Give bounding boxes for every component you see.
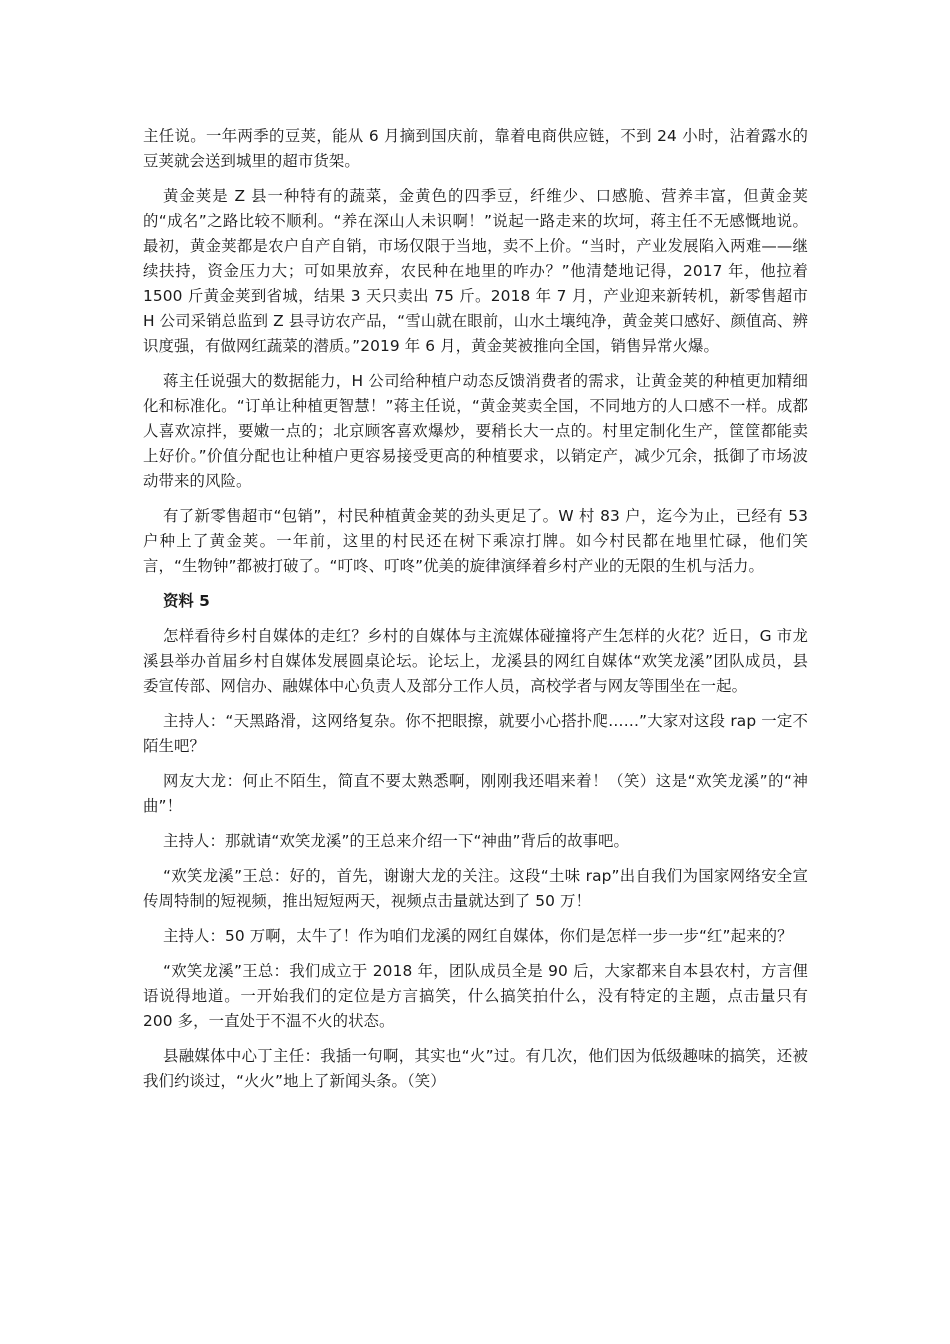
paragraph: 有了新零售超市“包销”，村民种植黄金荚的劲头更足了。W 村 83 户，迄今为止，已经有 53 户种上了黄金荚。一年前，这里的村民还在树下乘凉打牌。如今村民都在地里忙碌，他们笑言，“生物钟”都被打破了。“叮咚、叮咚”优美的旋律演绎着乡村产业的无限的生机与活力。 <box>143 507 808 575</box>
paragraph: 蒋主任说强大的数据能力，H 公司给种植户动态反馈消费者的需求，让黄金荚的种植更加精细化和标准化。“订单让种植更智慧！”蒋主任说，“黄金荚卖全国，不同地方的人口感不一样。成都人喜欢凉拌，要嫩一点的；北京顾客喜欢爆炒，要稍长大一点的。村里定制化生产，筐筐都能卖上好价。”价值分配也让种植户更容易接受更高的种植要求，以销定产，减少冗余，抵御了市场波动带来的风险。 <box>143 372 808 490</box>
section-heading: 资料 5 <box>163 592 210 610</box>
paragraph: 怎样看待乡村自媒体的走红？乡村的自媒体与主流媒体碰撞将产生怎样的火花？近日，G 市龙溪县举办首届乡村自媒体发展圆桌论坛。论坛上，龙溪县的网红自媒体“欢笑龙溪”团队成员，县委宣传部、网信办、融媒体中心负责人及部分工作人员，高校学者与网友等围坐在一起。 <box>143 627 808 695</box>
paragraph: 主持人：那就请“欢笑龙溪”的王总来介绍一下“神曲”背后的故事吧。 <box>163 832 630 850</box>
paragraph: “欢笑龙溪”王总：我们成立于 2018 年，团队成员全是 90 后，大家都来自本县农村，方言俚语说得地道。一开始我们的定位是方言搞笑，什么搞笑拍什么，没有特定的主题，点击量只有 200 多，一直处于不温不火的状态。 <box>143 962 808 1030</box>
paragraph: “欢笑龙溪”王总：好的，首先，谢谢大龙的关注。这段“土味 rap”出自我们为国家网络安全宣传周特制的短视频，推出短短两天，视频点击量就达到了 50 万！ <box>143 867 808 910</box>
paragraph: 黄金荚是 Z 县一种特有的蔬菜，金黄色的四季豆，纤维少、口感脆、营养丰富，但黄金荚的“成名”之路比较不顺利。“养在深山人未识啊！”说起一路走来的坎坷，蒋主任不无感慨地说。最初，黄金荚都是农户自产自销，市场仅限于当地，卖不上价。“当时，产业发展陷入两难——继续扶持，资金压力大；可如果放弃，农民种在地里的咋办？”他清楚地记得，2017 年，他拉着 1500 斤黄金荚到省城，结果 3 天只卖出 75 斤。2018 年 7 月，产业迎来新转机，新零售超市 H 公司采销总监到 Z 县寻访农产品，“雪山就在眼前，山水土壤纯净，黄金荚口感好、颜值高、辨识度强，有做网红蔬菜的潜质。”2019 年 6 月，黄金荚被推向全国，销售异常火爆。 <box>143 187 808 355</box>
paragraph: 主持人：“天黑路滑，这网络复杂。你不把眼擦，就要小心搭扑爬……”大家对这段 rap 一定不陌生吧？ <box>143 712 808 755</box>
paragraph: 主持人：50 万啊，太牛了！作为咱们龙溪的网红自媒体，你们是怎样一步一步“红”起来的？ <box>163 927 793 945</box>
paragraph: 网友大龙：何止不陌生，简直不要太熟悉啊，刚刚我还唱来着！（笑）这是“欢笑龙溪”的“神曲”！ <box>143 772 808 815</box>
paragraph: 县融媒体中心丁主任：我插一句啊，其实也“火”过。有几次，他们因为低级趣味的搞笑，还被我们约谈过，“火火”地上了新闻头条。（笑） <box>143 1047 808 1090</box>
paragraph: 主任说。一年两季的豆荚，能从 6 月摘到国庆前，靠着电商供应链，不到 24 小时，沾着露水的豆荚就会送到城里的超市货架。 <box>143 127 808 170</box>
document-page <box>143 124 808 1104</box>
